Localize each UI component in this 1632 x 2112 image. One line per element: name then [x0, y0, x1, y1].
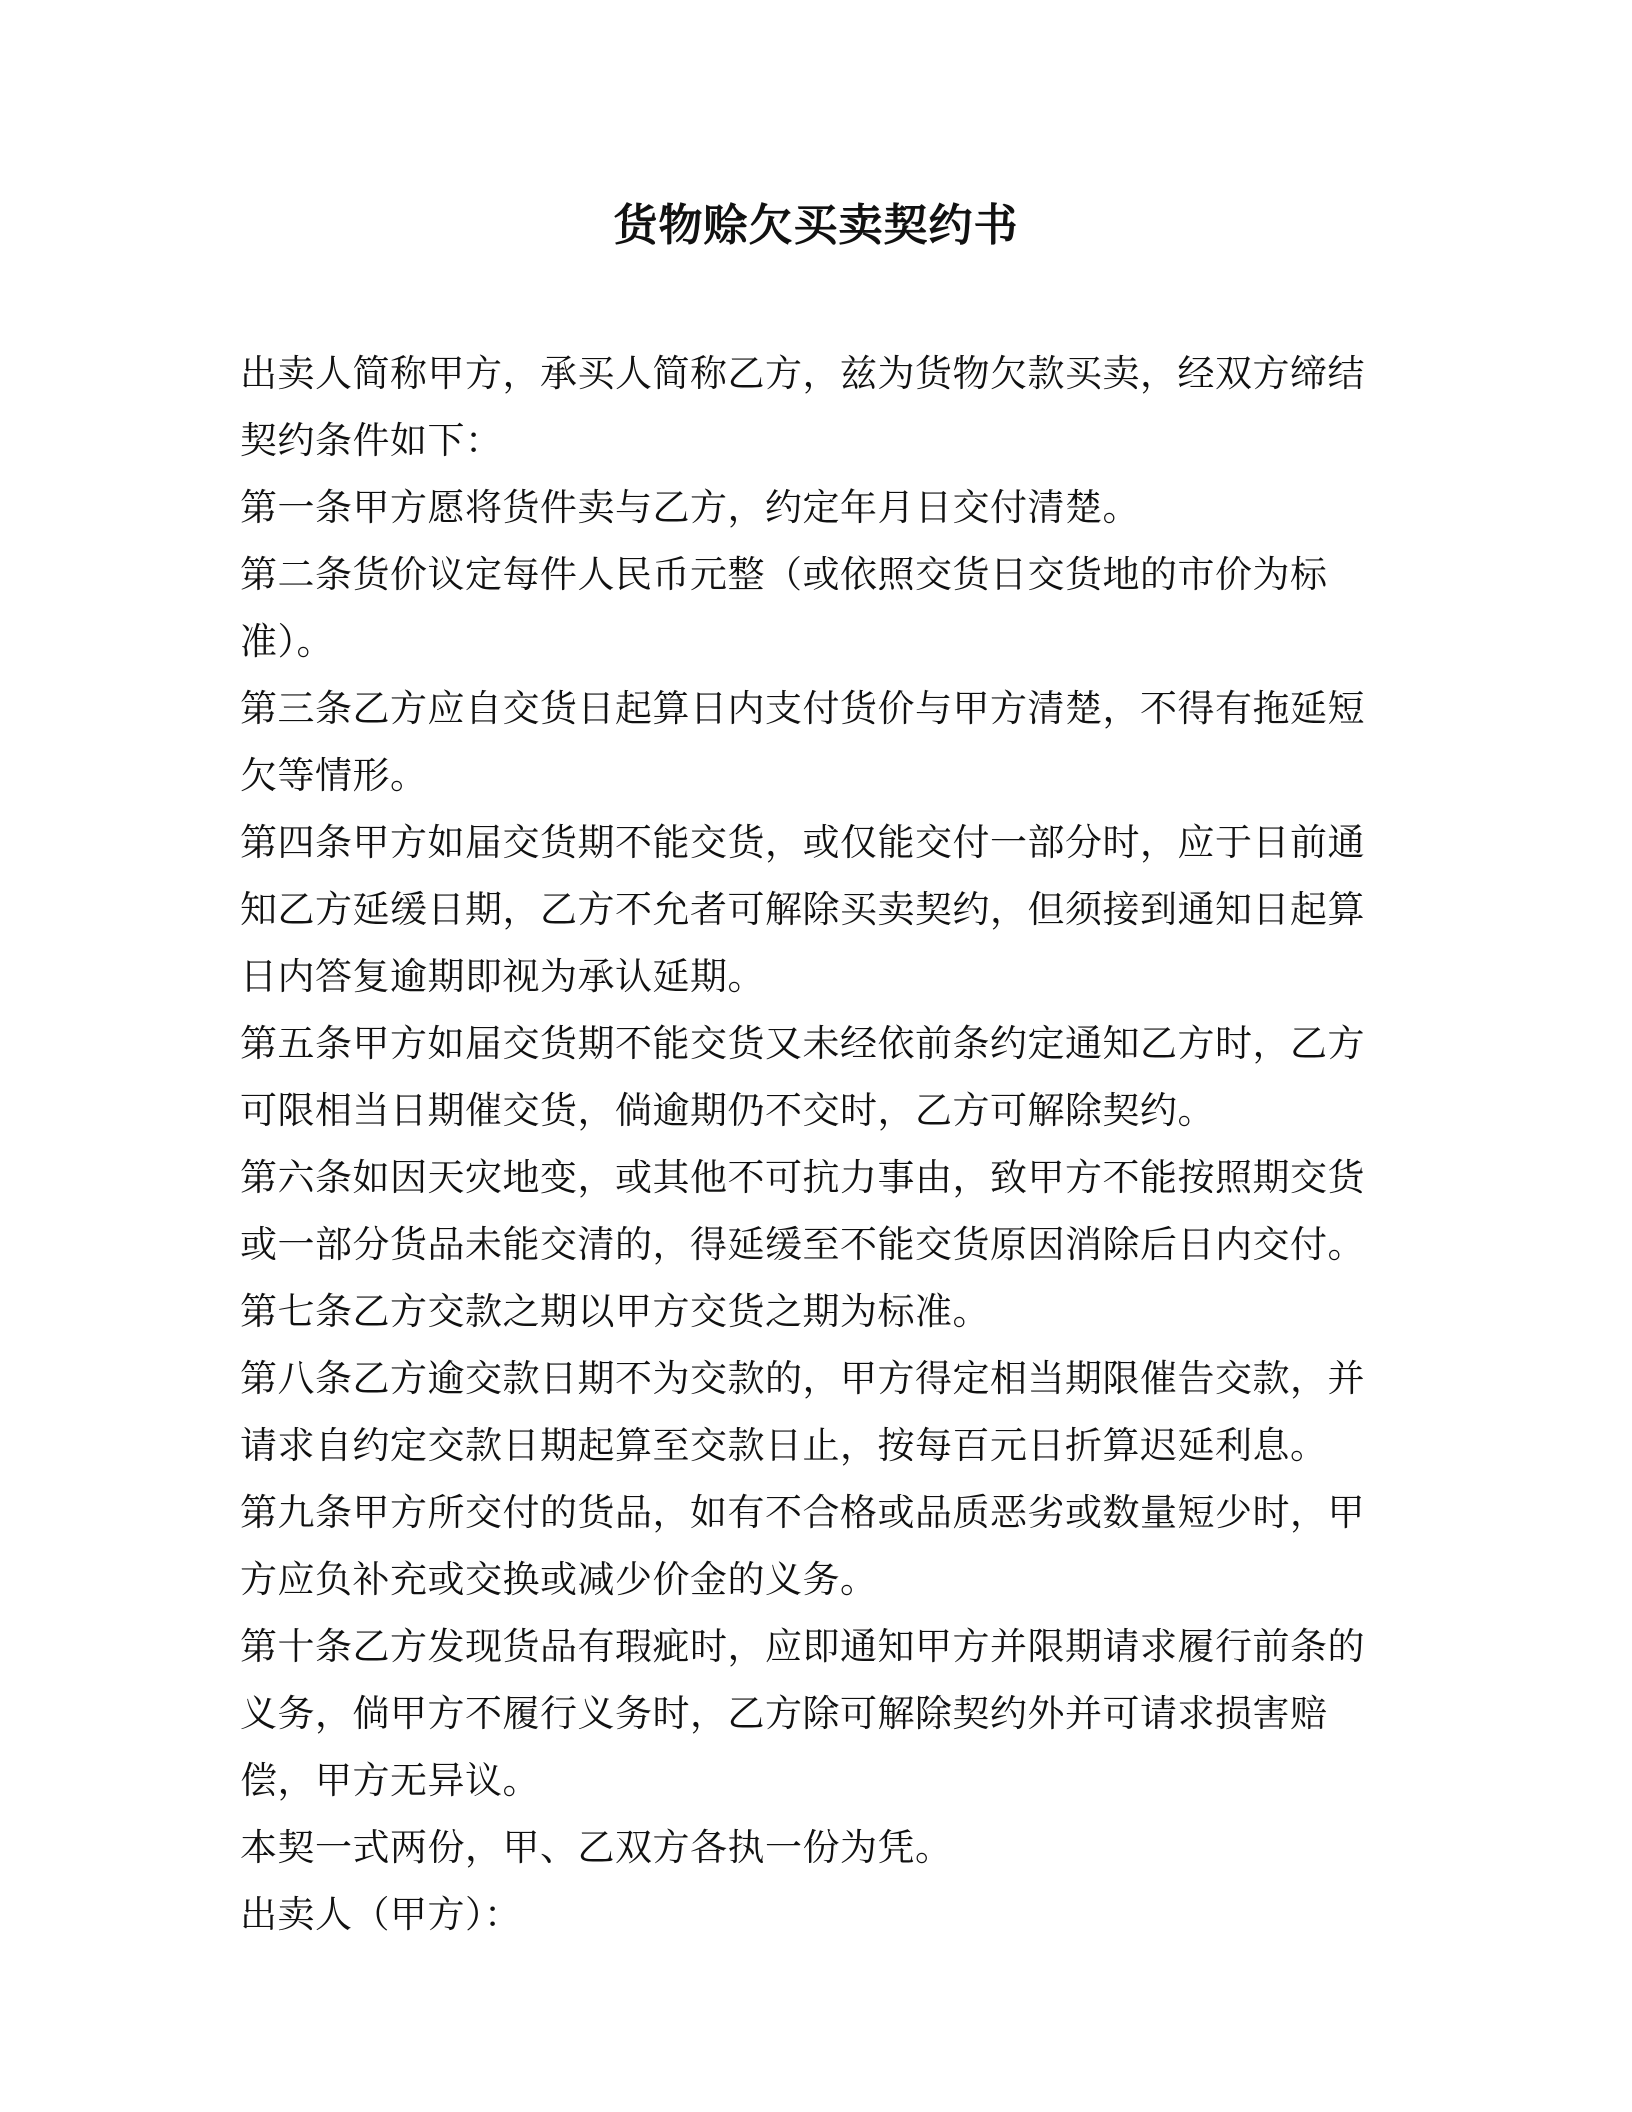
article-5: 第五条甲方如届交货期不能交货又未经依前条约定通知乙方时，乙方可限相当日期催交货，倘逾期仍不交时，乙方可解除契约。 — [240, 1022, 1365, 1132]
copies-clause: 本契一式两份，甲、乙双方各执一份为凭。 — [240, 1826, 953, 1869]
article-1: 第一条甲方愿将货件卖与乙方，约定年月日交付清楚。 — [240, 486, 1140, 529]
article-7: 第七条乙方交款之期以甲方交货之期为标准。 — [240, 1290, 990, 1333]
article-10: 第十条乙方发现货品有瑕疵时，应即通知甲方并限期请求履行前条的义务，倘甲方不履行义务时，乙方除可解除契约外并可请求损害赔偿，甲方无异议。 — [240, 1625, 1365, 1802]
document-body — [240, 340, 1392, 1948]
article-3: 第三条乙方应自交货日起算日内支付货价与甲方清楚，不得有拖延短欠等情形。 — [240, 687, 1365, 797]
article-8: 第八条乙方逾交款日期不为交款的，甲方得定相当期限催告交款，并请求自约定交款日期起算至交款日止，按每百元日折算迟延利息。 — [240, 1357, 1365, 1467]
document-title: 货物赊欠买卖契约书 — [613, 200, 1019, 251]
article-2: 第二条货价议定每件人民币元整（或依照交货日交货地的市价为标准）。 — [240, 553, 1328, 663]
article-4: 第四条甲方如届交货期不能交货，或仅能交付一部分时，应于日前通知乙方延缓日期，乙方不允者可解除买卖契约，但须接到通知日起算日内答复逾期即视为承认延期。 — [240, 821, 1365, 998]
seller-signature-line: 出卖人（甲方）： — [240, 1893, 522, 1936]
article-9: 第九条甲方所交付的货品，如有不合格或品质恶劣或数量短少时，甲方应负补充或交换或减少价金的义务。 — [240, 1491, 1365, 1601]
article-6: 第六条如因天灾地变，或其他不可抗力事由，致甲方不能按照期交货或一部分货品未能交清的，得延缓至不能交货原因消除后日内交付。 — [240, 1156, 1365, 1266]
preamble-paragraph: 出卖人简称甲方，承买人简称乙方，兹为货物欠款买卖，经双方缔结契约条件如下： — [240, 352, 1365, 462]
